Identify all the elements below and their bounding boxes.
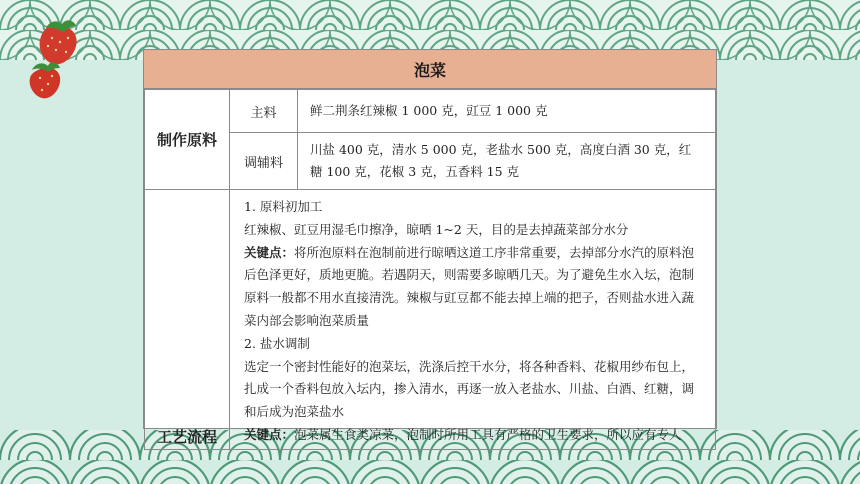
table-title: 泡菜	[144, 50, 716, 89]
step2-text: 选定一个密封性能好的泡菜坛，洗涤后控干水分，将各种香料、花椒用纱布包上，扎成一个香料包放入坛内，掺入清水，再逐一放入老盐水、川盐、白酒、红糖，调和后成为泡菜盐水	[244, 358, 695, 420]
keypoint-label: 关键点：	[244, 244, 295, 260]
step1-keypoint-text: 将所泡原料在泡制前进行晾晒这道工序非常重要，去掉部分水汽的原料泡后色泽更好，质地更脆。若遇阴天，则需要多晾晒几天。为了避免生水入坛，泡制原料一般都不用水直接清洗。辣椒与豇豆都不能去掉上端的把子，否则盐水进入蔬菜内部会影响泡菜质量	[244, 244, 695, 328]
keypoint-label: 关键点：	[244, 426, 295, 442]
main-ingredient-value: 鲜二荆条红辣椒 1 000 克，豇豆 1 000 克	[298, 90, 716, 133]
recipe-table-card	[143, 49, 717, 446]
seasoning-label: 调辅料	[230, 133, 298, 190]
step1-keypoint	[244, 242, 703, 333]
seasoning-value: 川盐 400 克，清水 5 000 克，老盐水 500 克，高度白酒 30 克，红糖 100 克，花椒 3 克，五香料 15 克	[298, 133, 716, 190]
step1-title: 1. 原料初加工	[244, 199, 323, 214]
process-content	[230, 190, 716, 450]
step1-text: 红辣椒、豇豆用湿毛巾擦净，晾晒 1~2 天，目的是去掉蔬菜部分水分	[244, 221, 629, 237]
main-ingredient-label: 主料	[230, 90, 298, 133]
process-section-label: 工艺流程	[145, 190, 230, 450]
ingredients-section-label: 制作原料	[145, 90, 230, 190]
recipe-table	[144, 89, 716, 450]
step2-title: 2. 盐水调制	[244, 335, 310, 351]
step2-keypoint-text: 泡菜属生食类凉菜，泡制时所用工具有严格的卫生要求，所以应有专人	[294, 426, 682, 442]
strawberries-icon	[18, 12, 98, 104]
step2-keypoint	[244, 424, 703, 447]
